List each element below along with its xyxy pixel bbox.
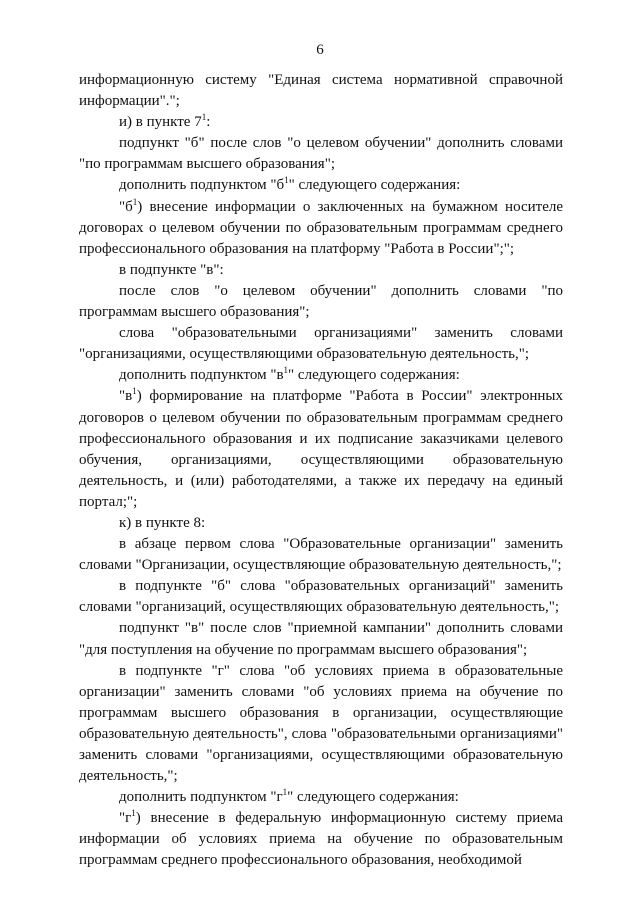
paragraph-9: дополнить подпунктом "$в^1$" следующего содержания:: [119, 365, 460, 384]
paragraph-7: после слов "о целевом обучении" дополнить словами "по программам высшего образования";: [79, 282, 563, 321]
paragraph-16: дополнить подпунктом "$г^1$" следующего содержания:: [119, 787, 459, 806]
paragraph-2: и) в пункте $7^1$:: [119, 112, 211, 131]
paragraph-17: "$г^1$) внесение в федеральную информационную систему приема информации об условиях приема на обучение по образовательным программам среднего профессионального образования, необходимой: [79, 808, 563, 869]
page-number: 6: [316, 42, 324, 58]
paragraph-4: дополнить подпунктом "$б^1$" следующего содержания:: [119, 175, 461, 194]
paragraph-1: информационную систему "Единая система нормативной справочной информации".";: [79, 72, 563, 110]
paragraph-13: в подпункте "б" слова "образовательных организаций" заменить словами "организаций, осуществляющих образовательную деятельность,";: [79, 578, 563, 616]
paragraph-3: подпункт "б" после слов "о целевом обучении" дополнить словами "по программам высшего образования";: [79, 135, 563, 173]
paragraph-11: к) в пункте 8:: [119, 514, 206, 531]
paragraph-12: в абзаце первом слова "Образовательные организации" заменить словами "Организации, осуществляющие образовательную деятельность,";: [79, 536, 563, 574]
paragraph-14: подпункт "в" после слов "приемной кампании" дополнить словами "для поступления на обучение по программам высшего образования";: [79, 620, 563, 658]
document-body: [79, 70, 563, 872]
paragraph-15: в подпункте "г" слова "об условиях приема в образовательные организации" заменить словами "об условиях приема на обучение по программам высшего образования в организации, осуществляющие образовательную деятельность", слова "образовательными организациями" заменить словами "организациями, осуществляющими образовательную деятельность,";: [79, 662, 563, 785]
paragraph-8: слова "образовательными организациями" заменить словами "организациями, осуществляющими образовательную деятельность,";: [79, 325, 563, 363]
paragraph-5: "$б^1$) внесение информации о заключенных на бумажном носителе договорах о целевом обучении по образовательным программам среднего профессионального образования на платформу "Работа в России";";: [79, 196, 563, 257]
paragraph-10: "$в^1$) формирование на платформе "Работа в России" электронных договоров о целевом обучении по образовательным программам среднего профессионального образования и их подписание заказчиками целевого обучения, организациями, осуществляющими образовательную деятельность, и (или) работодателями, а также их передачу на единый портал;";: [79, 386, 563, 510]
paragraph-6: в подпункте "в":: [119, 261, 224, 278]
